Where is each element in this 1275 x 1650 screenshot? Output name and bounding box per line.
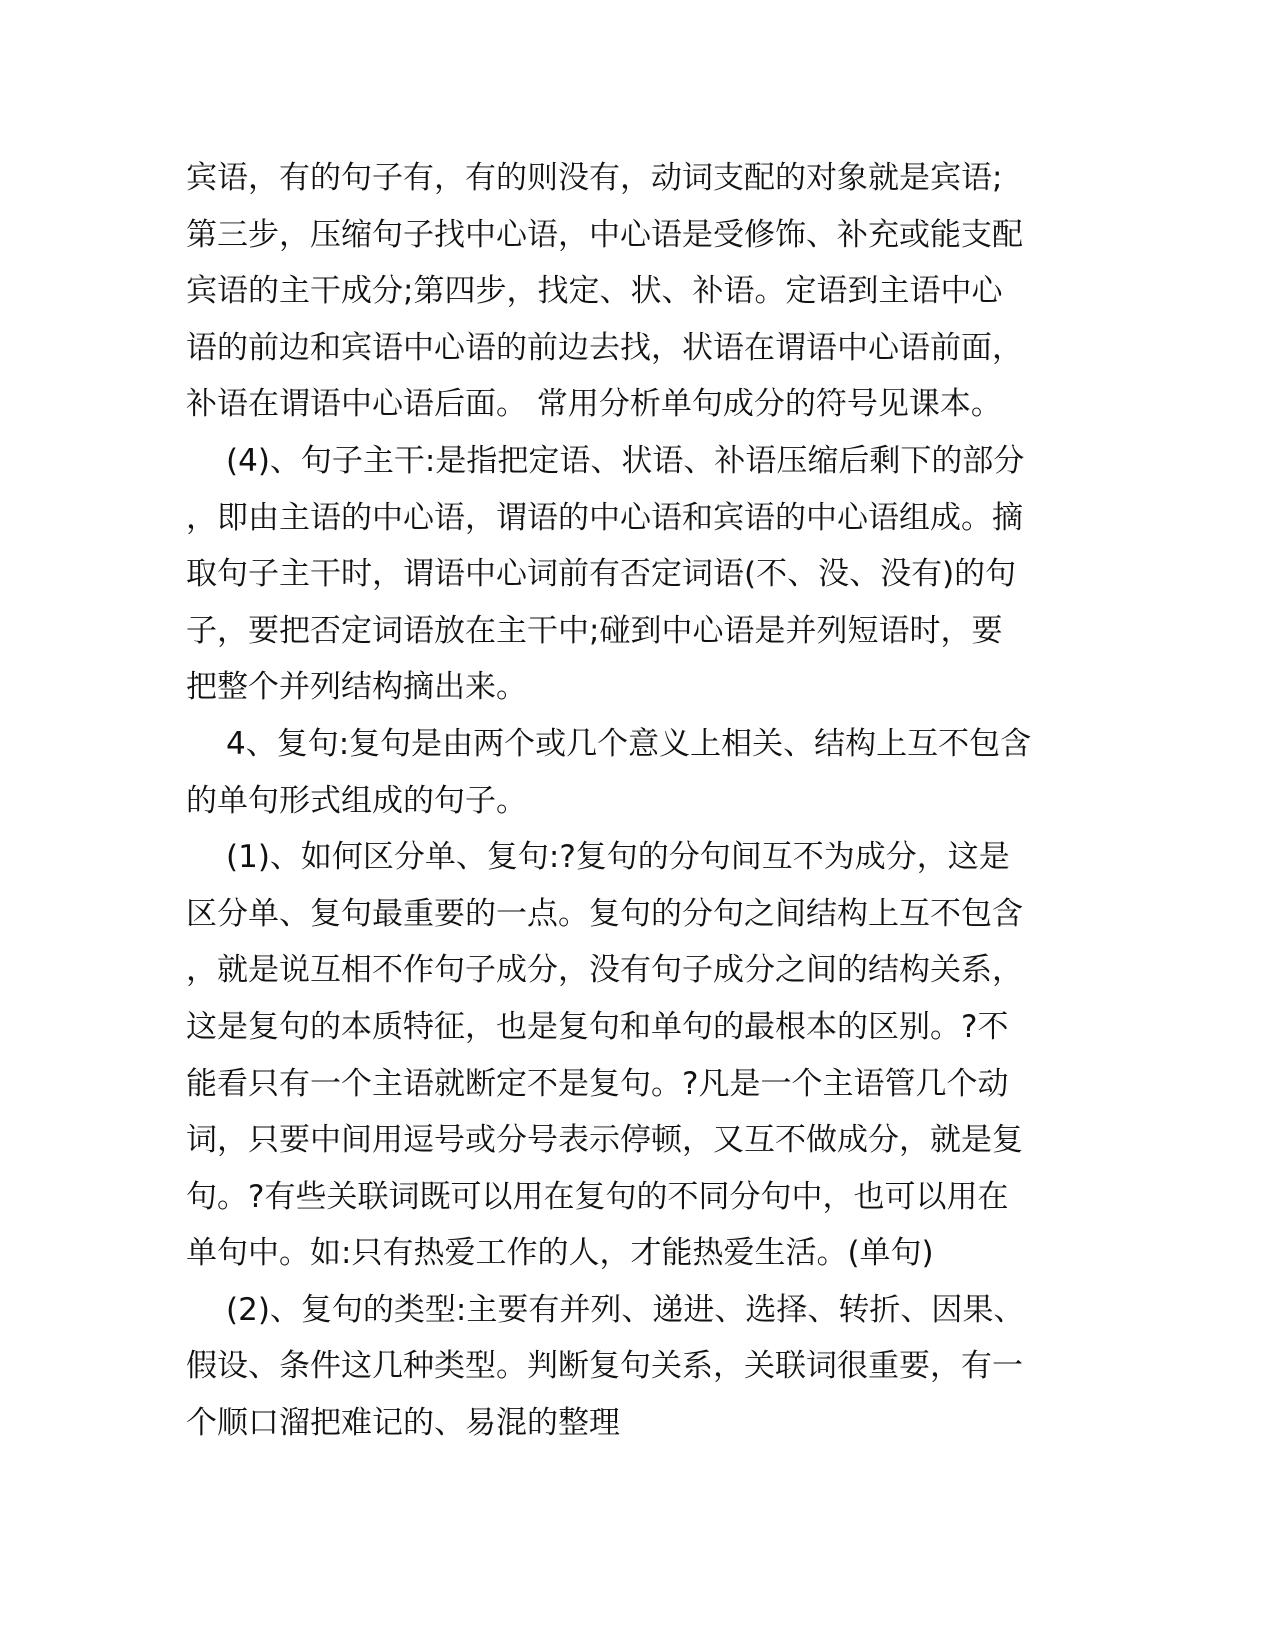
- text-line: 子，要把否定词语放在主干中;碰到中心语是并列短语时，要: [186, 612, 1003, 649]
- text-line: 语的前边和宾语中心语的前边去找，状语在谓语中心语前面，: [186, 329, 1023, 366]
- text-line: 单句中。如:只有热爱工作的人，才能热爱生活。(单句): [186, 1235, 934, 1272]
- paragraph-start-line: (2)、复句的类型:主要有并列、递进、选择、转折、因果、: [226, 1291, 1025, 1328]
- paragraph-start-line: 4、复句:复句是由两个或几个意义上相关、结构上互不包含: [226, 725, 1032, 762]
- text-line: ，即由主语的中心语，谓语的中心语和宾语的中心语组成。摘: [186, 499, 1023, 536]
- text-line: 补语在谓语中心语后面。 常用分析单句成分的符号见课本。: [186, 386, 1002, 423]
- text-line: 第三步，压缩句子找中心语，中心语是受修饰、补充或能支配: [186, 216, 1023, 253]
- text-line: 把整个并列结构摘出来。: [186, 669, 527, 706]
- text-line: 宾语的主干成分;第四步，找定、状、补语。定语到主语中心: [186, 273, 1003, 310]
- text-line: 词，只要中间用逗号或分号表示停顿，又互不做成分，就是复: [186, 1122, 1023, 1159]
- text-line: 取句子主干时，谓语中心词前有否定词语(不、没、没有)的句: [186, 556, 1017, 593]
- text-line: 个顺口溜把难记的、易混的整理: [186, 1405, 620, 1442]
- text-line: 区分单、复句最重要的一点。复句的分句之间结构上互不包含: [186, 895, 1023, 932]
- text-line: 这是复句的本质特征，也是复句和单句的最根本的区别。?不: [186, 1008, 1009, 1045]
- paragraph-start-line: (4)、句子主干:是指把定语、状语、补语压缩后剩下的部分: [226, 442, 1025, 479]
- body-text: [186, 150, 1066, 1452]
- text-line: 句。?有些关联词既可以用在复句的不同分句中，也可以用在: [186, 1178, 1009, 1215]
- text-line: 宾语，有的句子有，有的则没有，动词支配的对象就是宾语;: [186, 160, 1003, 196]
- text-line: 假设、条件这几种类型。判断复句关系，关联词很重要，有一: [186, 1348, 1023, 1385]
- text-line: 的单句形式组成的句子。: [186, 782, 527, 819]
- text-line: 能看只有一个主语就断定不是复句。?凡是一个主语管几个动: [186, 1065, 1009, 1102]
- paragraph-start-line: (1)、如何区分单、复句:?复句的分句间互不为成分，这是: [226, 839, 1010, 876]
- text-line: ，就是说互相不作句子成分，没有句子成分之间的结构关系，: [186, 952, 1023, 989]
